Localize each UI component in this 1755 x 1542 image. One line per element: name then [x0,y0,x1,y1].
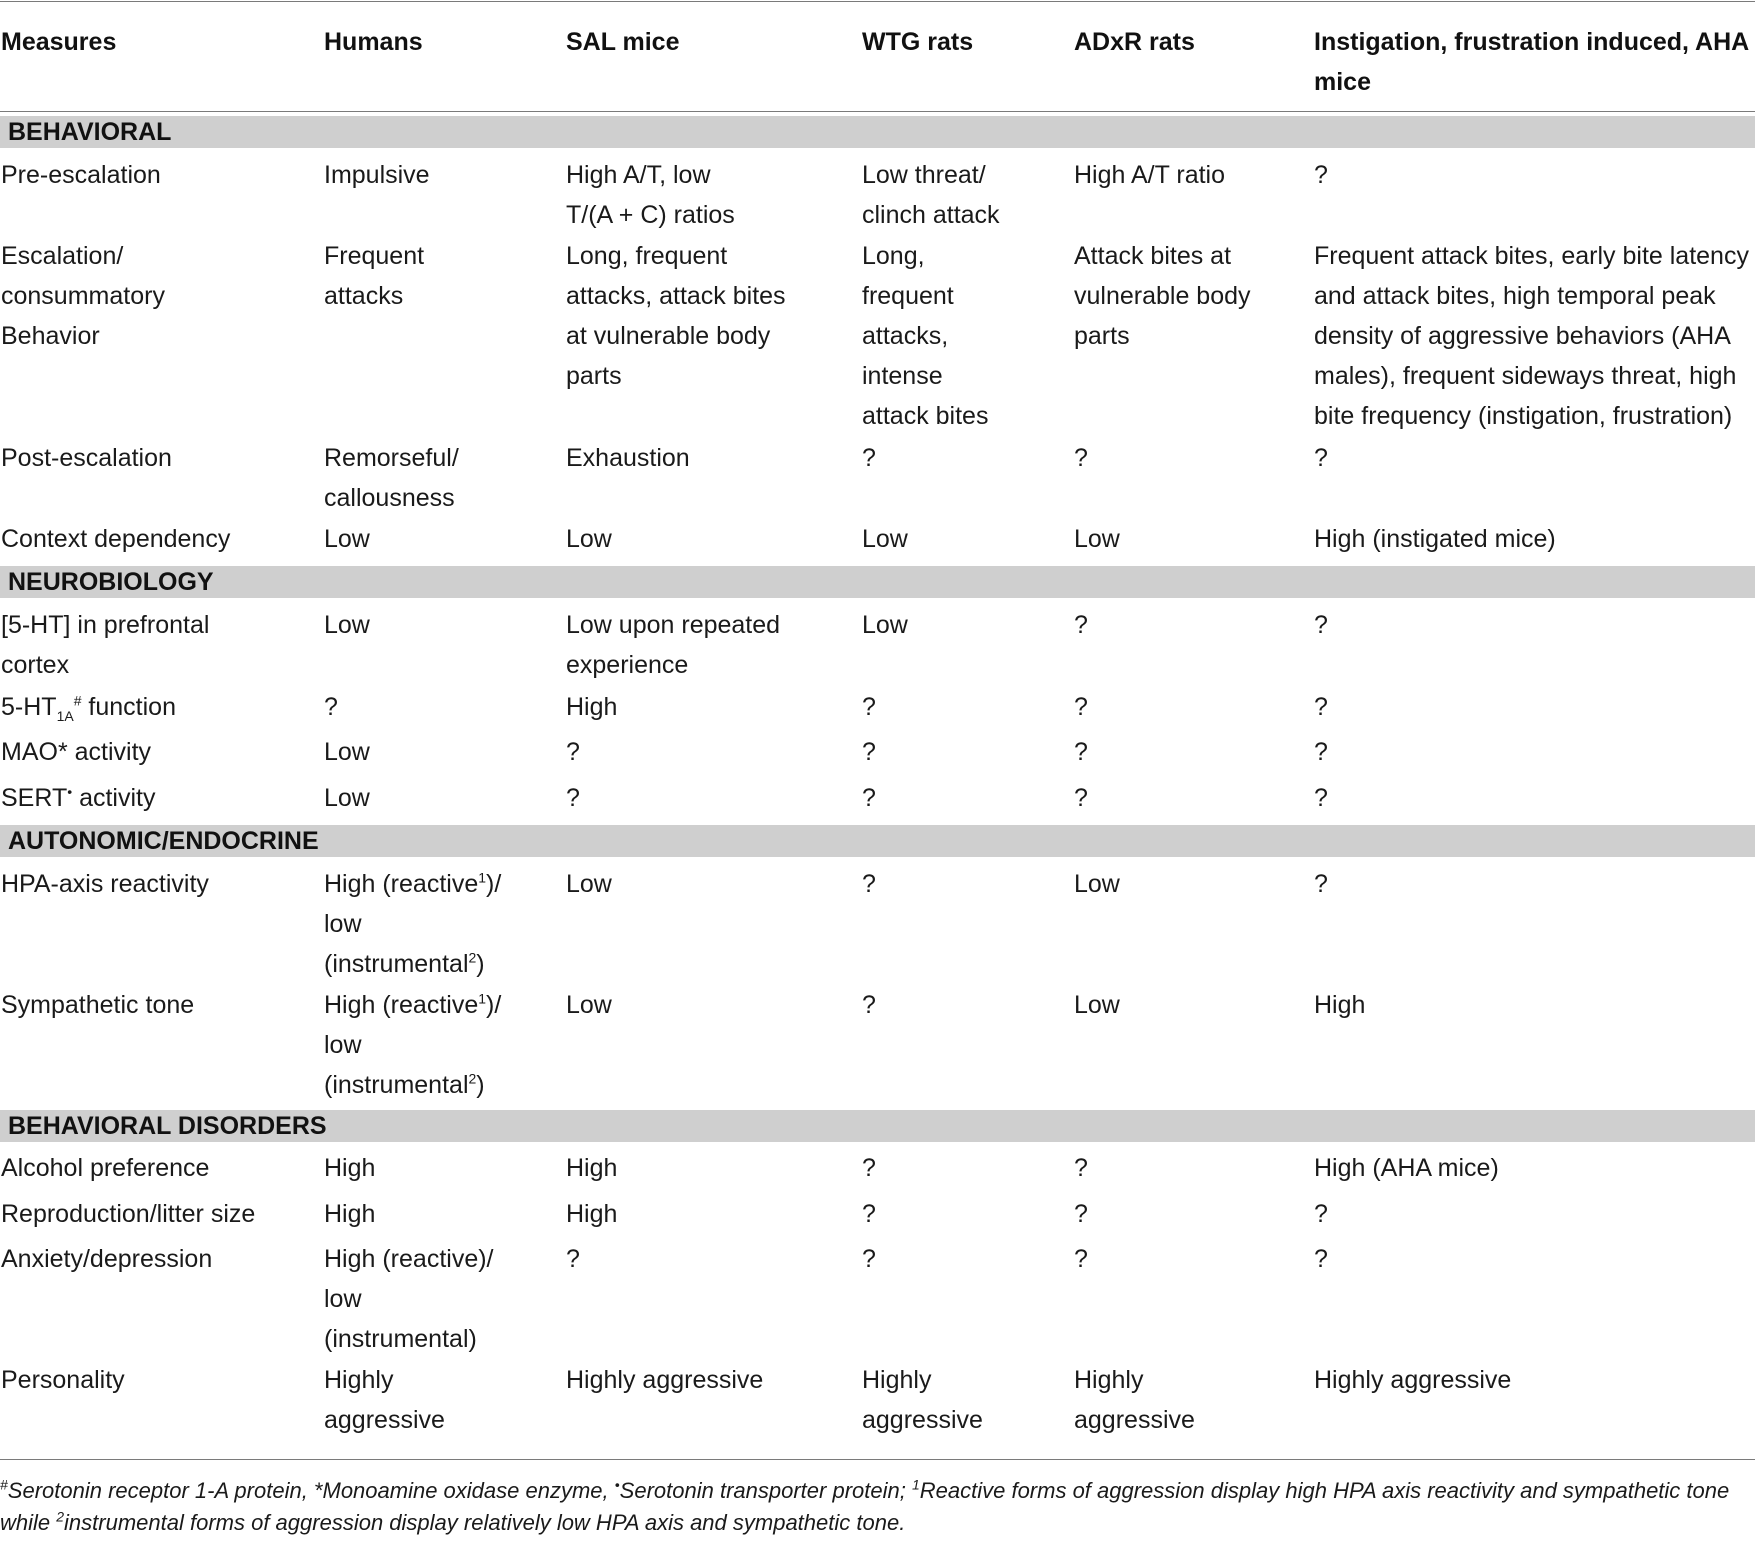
cell-wtg-rats: Long, frequent attacks, intense attack bites [862,242,989,430]
cell-wtg-rats: ? [862,870,876,898]
cell-aha-mice: ? [1314,870,1328,898]
superscript: 2 [468,1070,477,1087]
cell-humans: High [324,1154,376,1182]
col-header-aha-mice: Instigation, frustration induced, AHA mice [1314,28,1749,96]
cell-adxr-rats: ? [1074,1154,1088,1182]
cell-sal-mice: ? [566,738,580,766]
top-rule [0,1,1755,2]
superscript: 2 [56,1508,65,1525]
footnote-text: instrumental forms of aggression display relatively low HPA axis and sympathetic tone. [64,1510,906,1535]
cell-adxr-rats: ? [1074,611,1088,639]
cell-aha-mice: ? [1314,1200,1328,1228]
measure-text: function [81,693,176,721]
cell-humans: ? [324,693,338,721]
cell-humans [324,864,501,984]
section-title: AUTONOMIC/ENDOCRINE [8,827,319,855]
cell-adxr-rats: Highly aggressive [1074,1366,1195,1434]
cell-sal-mice: Low [566,991,612,1019]
cell-adxr-rats: High A/T ratio [1074,161,1226,189]
cell-sal-mice: Highly aggressive [566,1366,764,1394]
cell-aha-mice: Highly aggressive [1314,1366,1512,1394]
cell-wtg-rats: ? [862,1245,876,1273]
cell-measure: Context dependency [1,525,231,553]
cell-humans: Low [324,611,370,639]
cell-adxr-rats: ? [1074,1200,1088,1228]
cell-aha-mice: ? [1314,784,1328,812]
cell-aha-mice: High (instigated mice) [1314,525,1556,553]
cell-sal-mice: Low [566,525,612,553]
cell-sal-mice: Low [566,870,612,898]
section-band-behavioral [0,116,1755,148]
measure-text: activity [72,784,156,812]
footnote-text: Serotonin transporter protein; [619,1478,912,1503]
bottom-rule [0,1459,1755,1460]
cell-sal-mice: ? [566,1245,580,1273]
value-text: High (reactive [324,991,479,1019]
cell-sal-mice: Exhaustion [566,444,690,472]
cell-measure [1,687,176,727]
value-text: ) [476,950,485,978]
cell-wtg-rats: ? [862,991,876,1019]
cell-adxr-rats: Low [1074,525,1120,553]
col-header-humans: Humans [324,28,423,56]
cell-sal-mice: ? [566,784,580,812]
section-band-autonomic-endocrine [0,825,1755,857]
cell-measure: [5-HT] in prefrontal cortex [1,611,210,679]
cell-humans: Impulsive [324,161,430,189]
cell-sal-mice: Low upon repeated experience [566,611,781,679]
cell-aha-mice: ? [1314,611,1328,639]
cell-wtg-rats: Low [862,525,908,553]
superscript: 1 [478,990,487,1007]
cell-adxr-rats: Low [1074,870,1120,898]
cell-wtg-rats: Low threat/ clinch attack [862,161,1000,229]
cell-adxr-rats: ? [1074,738,1088,766]
superscript: 1 [478,869,487,886]
superscript: 1 [911,1476,920,1493]
superscript: • [614,1476,620,1493]
cell-wtg-rats: ? [862,738,876,766]
cell-measure: Post-escalation [1,444,172,472]
table-footnote [0,1475,1750,1539]
cell-sal-mice: High [566,1200,618,1228]
cell-aha-mice: Frequent attack bites, early bite latency and attack bites, high temporal peak density of aggressive behaviors (AHA males), frequent sideways threat, high bite frequency (instigation, frustration) [1314,242,1749,430]
cell-measure: Pre-escalation [1,161,161,189]
section-band-behavioral-disorders [0,1110,1755,1142]
cell-humans [324,985,501,1105]
superscript: # [0,1476,8,1493]
cell-aha-mice: ? [1314,693,1328,721]
value-text: ) [476,1071,485,1099]
cell-humans: Highly aggressive [324,1366,445,1434]
cell-measure: Escalation/ consummatory Behavior [1,242,165,350]
cell-measure: Personality [1,1366,125,1394]
cell-adxr-rats: Low [1074,991,1120,1019]
cell-sal-mice: High [566,693,618,721]
cell-wtg-rats: Low [862,611,908,639]
measure-text: 5-HT [1,693,57,721]
cell-humans: Remorseful/ callousness [324,444,459,512]
value-text: )/ low (instrumental [324,991,502,1099]
header-rule [0,111,1755,112]
cell-measure: Anxiety/depression [1,1245,213,1273]
cell-adxr-rats: ? [1074,1245,1088,1273]
cell-wtg-rats: ? [862,444,876,472]
superscript: # [73,692,82,709]
cell-aha-mice: ? [1314,1245,1328,1273]
cell-aha-mice: ? [1314,161,1328,189]
cell-wtg-rats: ? [862,1200,876,1228]
col-header-measures: Measures [1,28,117,56]
cell-sal-mice: High [566,1154,618,1182]
col-header-sal-mice: SAL mice [566,28,680,56]
cell-aha-mice: ? [1314,444,1328,472]
cell-humans: Low [324,525,370,553]
subscript: 1A [56,708,74,724]
cell-wtg-rats: ? [862,693,876,721]
cell-aha-mice: ? [1314,738,1328,766]
cell-measure [1,778,156,818]
col-header-adxr-rats: ADxR rats [1074,28,1195,56]
col-header-wtg-rats: WTG rats [862,28,974,56]
cell-humans: Low [324,784,370,812]
cell-humans: High [324,1200,376,1228]
superscript: • [67,783,73,800]
cell-wtg-rats: ? [862,784,876,812]
cell-adxr-rats: ? [1074,693,1088,721]
value-text: )/ low (instrumental [324,870,502,978]
cell-aha-mice: High [1314,991,1366,1019]
cell-measure: Alcohol preference [1,1154,210,1182]
footnote-text: Serotonin receptor 1-A protein, *Monoamine oxidase enzyme, [7,1478,615,1503]
cell-humans: High (reactive)/ low (instrumental) [324,1245,494,1353]
cell-measure: Sympathetic tone [1,991,195,1019]
section-title: BEHAVIORAL DISORDERS [8,1112,327,1140]
section-title: BEHAVIORAL [8,118,172,146]
footnote-text: Reactive forms of aggression display high HPA axis reactivity and sympathetic tone while [0,1478,1730,1535]
value-text: High (reactive [324,870,479,898]
cell-sal-mice: High A/T, low T/(A + C) ratios [566,161,735,229]
superscript: 2 [468,949,477,966]
cell-wtg-rats: Highly aggressive [862,1366,983,1434]
cell-humans: Frequent attacks [324,242,425,310]
cell-adxr-rats: ? [1074,784,1088,812]
section-band-neurobiology [0,566,1755,598]
cell-measure: Reproduction/litter size [1,1200,256,1228]
cell-sal-mice: Long, frequent attacks, attack bites at vulnerable body parts [566,242,786,390]
cell-measure: MAO* activity [1,738,152,766]
cell-adxr-rats: Attack bites at vulnerable body parts [1074,242,1251,350]
cell-humans: Low [324,738,370,766]
cell-measure: HPA-axis reactivity [1,870,209,898]
measure-text: SERT [1,784,68,812]
cell-adxr-rats: ? [1074,444,1088,472]
cell-wtg-rats: ? [862,1154,876,1182]
cell-aha-mice: High (AHA mice) [1314,1154,1499,1182]
section-title: NEUROBIOLOGY [8,568,214,596]
